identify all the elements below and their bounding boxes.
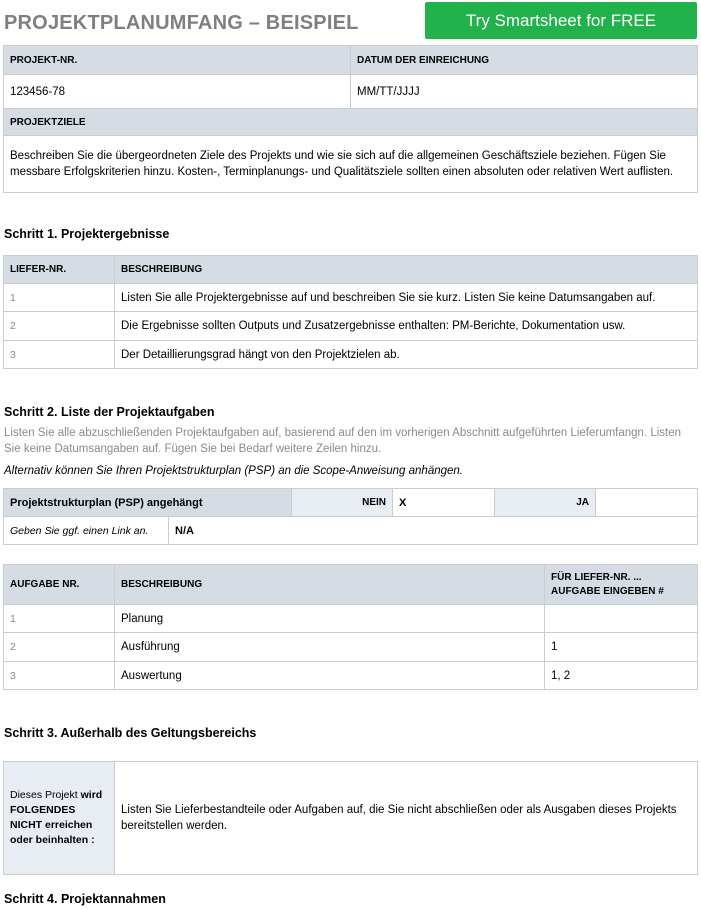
deliverable-nr: 2 bbox=[4, 312, 115, 341]
step4-title: Schritt 4. Projektannahmen bbox=[4, 892, 166, 906]
task-nr: 3 bbox=[4, 662, 115, 690]
step1-title: Schritt 1. Projektergebnisse bbox=[4, 227, 170, 241]
task-nr-header: AUFGABE NR. bbox=[4, 565, 115, 605]
step2-title: Schritt 2. Liste der Projektaufgaben bbox=[4, 405, 215, 419]
project-info-table bbox=[3, 45, 698, 193]
deliverable-desc[interactable]: Listen Sie alle Projektergebnisse auf und beschreiben Sie sie kurz. Listen Sie keine Datumsangaben auf. bbox=[115, 284, 698, 312]
project-nr-value[interactable]: 123456-78 bbox=[4, 75, 351, 109]
task-desc[interactable]: Auswertung bbox=[115, 662, 545, 690]
task-desc[interactable]: Ausführung bbox=[115, 633, 545, 662]
nein-value[interactable]: X bbox=[393, 489, 495, 517]
table-row bbox=[4, 633, 698, 662]
step2-note: Listen Sie alle abzuschließenden Projektaufgaben auf, basierend auf den im vorherigen Abschnitt aufgeführten Lieferumfangn. Listen Sie keine Datumsangaben auf. Fügen Sie bei Bedarf weitere Zeilen hinzu. bbox=[4, 427, 682, 455]
task-desc-header: BESCHREIBUNG bbox=[115, 565, 545, 605]
task-nr: 1 bbox=[4, 605, 115, 633]
table-row bbox=[4, 605, 698, 633]
out-of-scope-label bbox=[4, 762, 115, 875]
psp-table bbox=[3, 488, 698, 545]
table-row bbox=[4, 312, 698, 341]
deliverable-desc-header: BESCHREIBUNG bbox=[115, 256, 698, 284]
link-label: Geben Sie ggf. einen Link an. bbox=[4, 517, 169, 545]
for-deliverable-header-line1: FÜR LIEFER-NR. ... bbox=[551, 571, 642, 583]
task-nr: 2 bbox=[4, 633, 115, 662]
nein-label: NEIN bbox=[292, 489, 393, 517]
table-row bbox=[4, 662, 698, 690]
out-of-scope-text[interactable]: Listen Sie Lieferbestandteile oder Aufgaben auf, die Sie nicht abschließen oder als Ausgaben dieses Projekts bereitstellen werden. bbox=[115, 762, 698, 875]
out-of-scope-label-bold: wird FOLGENDES NICHT erreichen oder beinhalten : bbox=[10, 789, 103, 846]
ja-value[interactable] bbox=[596, 489, 698, 517]
tasks-table bbox=[3, 564, 698, 690]
step2-alt-note: Alternativ können Sie Ihren Projektstrukturplan (PSP) an die Scope-Anweisung anhängen. bbox=[4, 465, 463, 477]
table-row bbox=[4, 341, 698, 369]
project-goals-label: PROJEKTZIELE bbox=[4, 109, 698, 136]
ja-label: JA bbox=[495, 489, 596, 517]
deliverable-nr: 3 bbox=[4, 341, 115, 369]
task-for[interactable]: 1 bbox=[545, 633, 698, 662]
submission-date-label: DATUM DER EINREICHUNG bbox=[351, 46, 698, 75]
deliverable-nr: 1 bbox=[4, 284, 115, 312]
out-of-scope-label-plain: Dieses Projekt bbox=[10, 789, 81, 801]
try-smartsheet-button[interactable]: Try Smartsheet for FREE bbox=[425, 2, 697, 39]
deliverable-nr-header: LIEFER-NR. bbox=[4, 256, 115, 284]
project-nr-label: PROJEKT-NR. bbox=[4, 46, 351, 75]
step3-title: Schritt 3. Außerhalb des Geltungsbereichs bbox=[4, 726, 257, 740]
task-for[interactable]: 1, 2 bbox=[545, 662, 698, 690]
deliverable-desc[interactable]: Der Detaillierungsgrad hängt von den Projektzielen ab. bbox=[115, 341, 698, 369]
for-deliverable-header-line2: AUFGABE EINGEBEN # bbox=[551, 585, 664, 597]
psp-label: Projektstrukturplan (PSP) angehängt bbox=[4, 489, 292, 517]
page-title: PROJEKTPLANUMFANG – BEISPIEL bbox=[4, 12, 359, 34]
task-desc[interactable]: Planung bbox=[115, 605, 545, 633]
deliverables-table bbox=[3, 255, 698, 369]
table-row bbox=[4, 284, 698, 312]
out-of-scope-table bbox=[3, 761, 698, 875]
deliverable-desc[interactable]: Die Ergebnisse sollten Outputs und Zusatzergebnisse enthalten: PM-Berichte, Dokumentation usw. bbox=[115, 312, 698, 341]
task-for[interactable] bbox=[545, 605, 698, 633]
submission-date-value[interactable]: MM/TT/JJJJ bbox=[351, 75, 698, 109]
project-goals-text[interactable]: Beschreiben Sie die übergeordneten Ziele des Projekts und wie sie sich auf die allgemeinen Geschäftsziele beziehen. Fügen Sie messbare Erfolgskriterien hinzu. Kosten-, Terminplanungs- und Qualitätsziele sollten einen absoluten oder relativen Wert auflisten. bbox=[4, 136, 698, 193]
link-value[interactable]: N/A bbox=[169, 517, 698, 545]
for-deliverable-header bbox=[545, 565, 698, 605]
